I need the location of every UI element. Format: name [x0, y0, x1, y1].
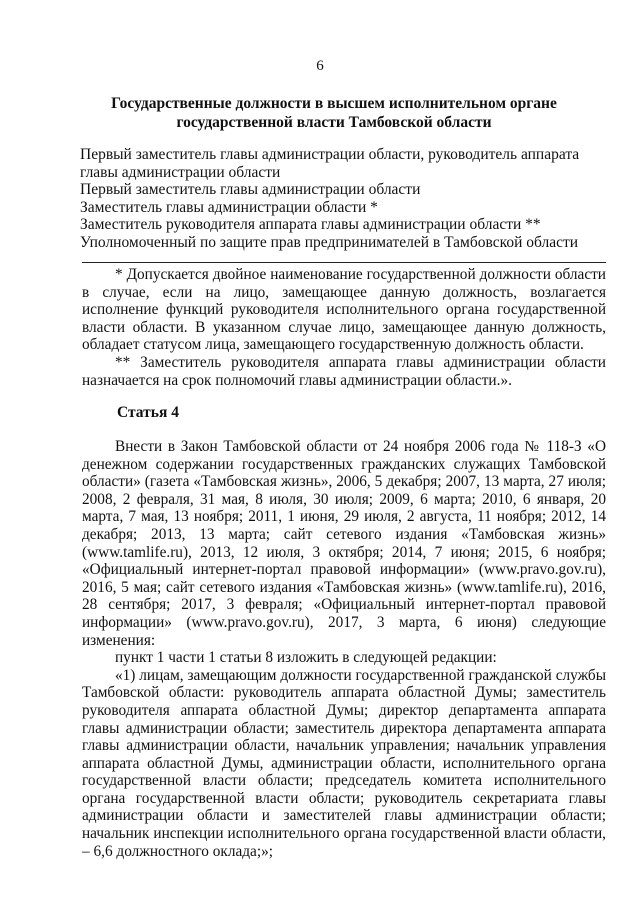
position-line: Первый заместитель главы администрации области [80, 181, 421, 199]
footnote: * Допускается двойное наименование государственной должности области в случае, если на лицо, замещающее данную должность, возлагается исполнение функций руководителя исполнительного органа государственной власти области. В указанном случае лицо, замещающее данную должность, обладает статусом лица, замещающего государственную должность области. [82, 266, 606, 354]
article-heading: Статья 4 [117, 404, 179, 421]
footnote: ** Заместитель руководителя аппарата главы администрации области назначается на срок полномочий главы администрации области.». [82, 353, 606, 389]
footnotes [82, 266, 606, 389]
position-line: Заместитель главы администрации области * [80, 198, 378, 216]
position-line: главы администрации области [80, 163, 281, 181]
title-line: государственной власти Тамбовской области [176, 114, 492, 131]
position-line: Первый заместитель главы администрации области, руководитель аппарата [80, 146, 580, 163]
positions-list [80, 146, 600, 252]
title-line: Государственные должности в высшем исполнительном органе [111, 95, 557, 112]
section-title [84, 94, 584, 132]
paragraph: Внести в Закон Тамбовской области от 24 ноября 2006 года № 118-З «О денежном содержании государственных гражданских служащих Тамбовской области» (газета «Тамбовская жизнь», 2006, 5 декабря; 2007, 13 марта, 27 июля; 2008, 2 февраля, 31 мая, 8 июля, 30 июля; 2009, 6 марта; 2010, 6 января, 20 марта, 7 мая, 13 ноября; 2011, 1 июня, 29 июля, 2 августа, 11 ноября; 2012, 14 декабря; 2013, 13 марта; сайт сетевого издания «Тамбовская жизнь» (www.tamlife.ru), 2013, 12 июля, 3 октября; 2014, 7 июня; 2015, 6 ноября; «Официальный интернет-портал правовой информации» (www.pravo.gov.ru), 2016, 5 мая; сайт сетевого издания «Тамбовская жизнь» (www.tamlife.ru), 2016, 28 сентября; 2017, 3 февраля; «Официальный интернет-портал правовой информации» (www.pravo.gov.ru), 2017, 3 марта, 6 июня) следующие изменения: [82, 438, 606, 649]
page-number: 6 [316, 58, 324, 74]
divider [82, 262, 606, 263]
paragraph: «1) лицам, замещающим должности государственной гражданской службы Тамбовской области: руководитель аппарата областной Думы; заместитель руководителя аппарата областной Думы; директор департамента аппарата главы администрации области; заместитель директора департамента аппарата главы администрации области, начальник управления; начальник управления аппарата областной Думы, администрации области, исполнительного органа государственной власти области; председатель комитета исполнительного органа государственной власти области; руководитель секретариата главы администрации области и заместителей главы администрации области; начальник инспекции исполнительного органа государственной власти области, – 6,6 должностного оклада;»; [82, 666, 606, 860]
position-line: Заместитель руководителя аппарата главы администрации области ** [80, 216, 541, 234]
paragraph: пункт 1 части 1 статьи 8 изложить в следующей редакции: [115, 649, 497, 667]
article-body [82, 438, 606, 860]
position-line: Уполномоченный по защите прав предпринимателей в Тамбовской области [80, 233, 579, 251]
